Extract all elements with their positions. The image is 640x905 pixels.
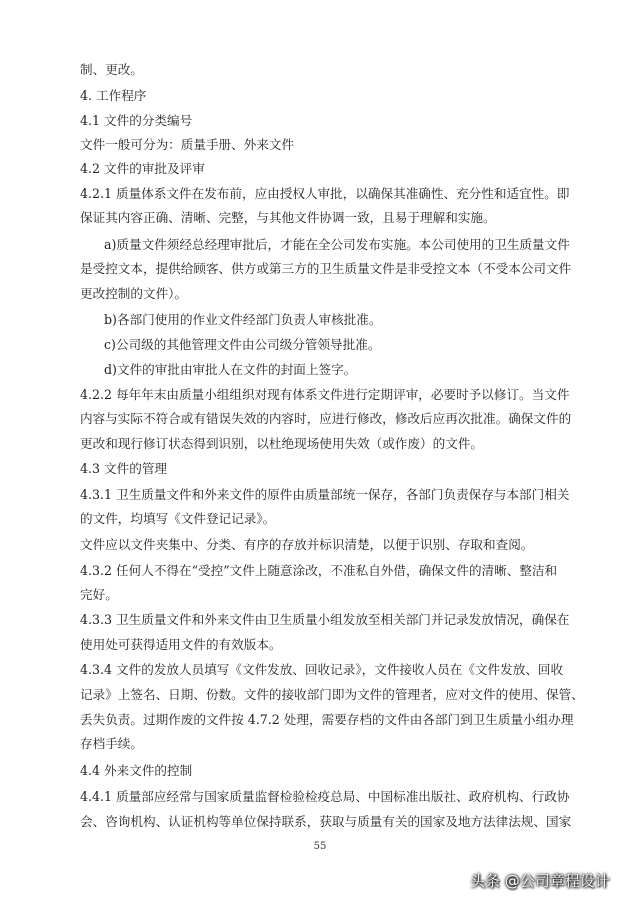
text-line: 4.4.1 质量部应经常与国家质量监督检验检疫总局、中国标准出版社、政府机构、行政协: [80, 789, 570, 804]
text-line: 记录》上签名、日期、份数。文件的接收部门即为文件的管理者，应对文件的使用、保管、: [80, 687, 584, 702]
text-line: 会、咨询机构、认证机构等单位保持联系，获取与质量有关的国家及地方法律法规、国家: [80, 814, 572, 829]
section-heading: 4.3 文件的管理: [80, 461, 168, 476]
text-line: 4.3.3 卫生质量文件和外来文件由卫生质量小组发放至相关部门并记录发放情况，确保在: [80, 612, 570, 627]
text-line: 4.3.1 卫生质量文件和外来文件的原件由质量部统一保存，各部门负责保存与本部门相关: [80, 487, 570, 502]
text-line: 4.2.2 每年年末由质量小组组织对现有体系文件进行定期评审，必要时予以修订。当文件: [80, 387, 570, 402]
text-line: 更改和现行修订状态得到识别，以杜绝现场使用失效（或作废）的文件。: [80, 436, 483, 451]
text-line: 完好。: [80, 587, 118, 602]
text-line: 是受控文本，提供给顾客、供方或第三方的卫生质量文件是非受控文本（不受本公司文件: [80, 261, 572, 276]
text-line: 更改控制的文件）。: [80, 286, 188, 301]
page-number: 55: [313, 841, 327, 852]
text-line: 4.3.2 任何人不得在“受控”文件上随意涂改，不准私自外借，确保文件的清晰、整洁和: [80, 563, 558, 578]
text-line: 文件应以文件夹集中、分类、有序的存放并标识清楚，以便于识别、存取和查阅。: [80, 537, 534, 552]
section-heading: 4. 工作程序: [80, 88, 147, 103]
section-heading: 4.4 外来文件的控制: [80, 763, 193, 778]
text-line: 保证其内容正确、清晰、完整，与其他文件协调一致，且易于理解和实施。: [80, 210, 496, 225]
section-heading: 4.2 文件的审批及评审: [80, 161, 205, 176]
text-line: a)质量文件须经总经理审批后，才能在全公司发布实施。本公司使用的卫生质量文件: [104, 237, 570, 252]
text-line: 文件一般可分为：质量手册、外来文件: [80, 137, 295, 152]
text-line: 存档手续。: [80, 736, 143, 751]
text-line: 4.3.4 文件的发放人员填写《文件发放、回收记录》，文件接收人员在《文件发放、回收: [80, 662, 564, 677]
text-line: d)文件的审批由审批人在文件的封面上签字。: [104, 362, 357, 377]
watermark: 头条 @公司章程设计: [470, 872, 610, 890]
text-line: b)各部门使用的作业文件经部门负责人审核批准。: [104, 312, 382, 327]
text-line: 使用处可获得适用文件的有效版本。: [80, 637, 282, 652]
section-heading: 4.1 文件的分类编号: [80, 113, 193, 128]
text-line: 内容与实际不符合或有错误失效的内容时，应进行修改，修改后应再次批准。确保文件的: [80, 411, 572, 426]
text-line: 4.2.1 质量体系文件在发布前，应由授权人审批，以确保其准确性、充分性和适宜性。即: [80, 186, 570, 201]
text-line: 制、更改。: [80, 62, 143, 77]
text-line: 的文件，均填写《文件登记记录》。: [80, 511, 276, 526]
text-line: 丢失负责。过期作废的文件按 4.7.2 处理，需要存档的文件由各部门到卫生质量小组办理: [80, 712, 574, 727]
text-line: c)公司级的其他管理文件由公司级分管领导批准。: [104, 337, 381, 352]
